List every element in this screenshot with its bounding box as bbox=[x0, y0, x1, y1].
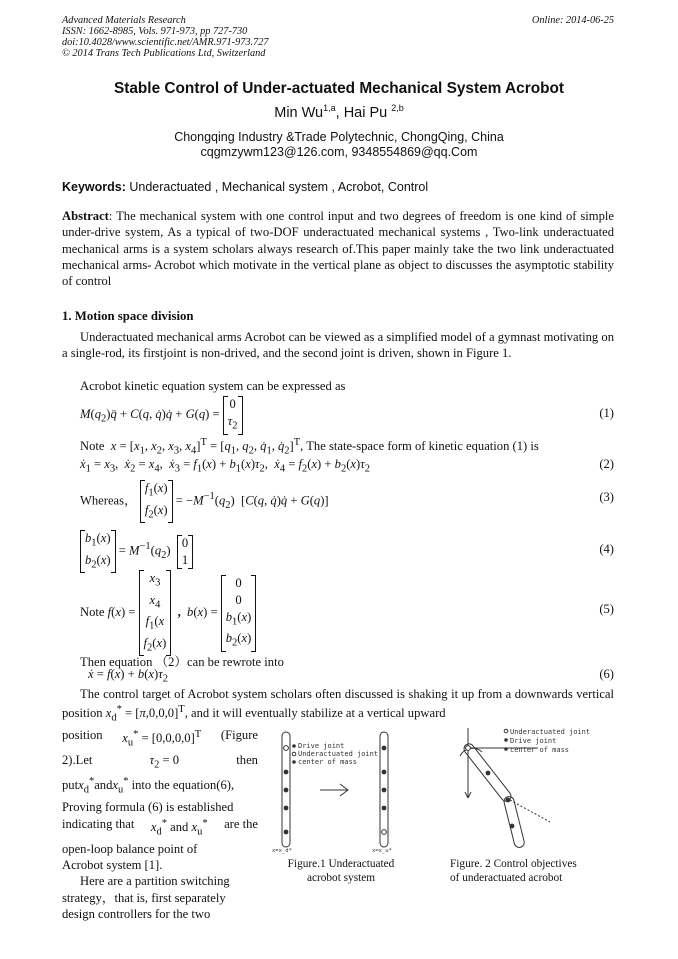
matrix-f: $f_1(x)$ $f_2(x)$ bbox=[140, 480, 173, 523]
then-text: Then equation （2）can be rewrote into bbox=[80, 655, 284, 669]
equation-4: $b_1(x)$ $b_2(x) = M^{-1}(q_2)$ 0 1 bbox=[80, 530, 614, 573]
col-proving: Proving formula (6) is established bbox=[62, 800, 234, 815]
author-1: Min Wu bbox=[274, 104, 324, 121]
fig1-legend-drive: Drive joint bbox=[298, 742, 345, 750]
col-are: are the bbox=[224, 816, 258, 831]
affiliation: Chongqing Industry &Trade Polytechnic, ChongQing, China bbox=[174, 130, 504, 144]
figure-1 bbox=[270, 728, 410, 854]
abstract-text: : The mechanical system with one control input and two degrees of freedom is one kind of simple under-drive system, As a typical of two-DOF underactuated mechanical systems , Two-link underactuated mechanical arms is a system scholars always research of.This paper mainly take the two link underactuated mechanical arms- Acrobot which motivate in the vertical plane as object to discusses the asymptotic stability of control bbox=[62, 209, 614, 289]
author-line bbox=[0, 103, 678, 121]
figure-2 bbox=[446, 726, 616, 854]
matrix-b: $b_1(x)$ $b_2(x)$ bbox=[80, 530, 116, 573]
note2-label: Note bbox=[80, 604, 105, 619]
fig2-caption-2: of underactuated acrobot bbox=[450, 871, 563, 884]
col-figure: (Figure bbox=[220, 728, 258, 742]
col-here: Here are a partition switching bbox=[80, 874, 230, 889]
journal-header bbox=[62, 15, 269, 59]
col-into: into the equation(6), bbox=[131, 778, 235, 793]
matrix-01: 0 1 bbox=[177, 535, 193, 569]
col-put: put bbox=[62, 778, 79, 793]
fig1-caption-2: acrobot system bbox=[306, 871, 376, 884]
paragraph-3: The control target of Acrobot system scholars often discussed is shaking it up from a downwards vertical position $x_d^* = [\pi,0,0,0]^T$, and it will eventually stabilize at a vertical upward bbox=[62, 687, 614, 724]
affiliation-block bbox=[0, 130, 678, 160]
fig2-legend-mass: center of mass bbox=[510, 746, 570, 754]
author-sep: , Hai Pu bbox=[335, 104, 392, 121]
equation-5: Note $f(x) = x_3$ $x_4$ $f_1(x$ $f_2(x)$ , b(x) = 0 0 $b_1(x)$ $b_2(x)$ bbox=[80, 570, 614, 656]
figure-1-caption bbox=[266, 858, 416, 885]
equation-number-6: (6) bbox=[599, 667, 614, 681]
keywords-text: Underactuated , Mechanical system , Acrobot, Control bbox=[125, 180, 429, 194]
equation-6: ẋ = $f(x) + b(x)\tau_2$ bbox=[88, 667, 168, 685]
col-design: design controllers for the two bbox=[62, 907, 211, 922]
keywords-label: Keywords: bbox=[62, 180, 126, 194]
fig1-caption-1: Figure.1 Underactuated bbox=[287, 858, 395, 870]
equation-number-3: (3) bbox=[599, 490, 614, 504]
matrix-fx: $x_3$ $x_4$ $f_1(x$ $f_2(x)$ bbox=[139, 570, 172, 656]
fig2-legend-drive: Drive joint bbox=[510, 737, 557, 745]
abstract bbox=[62, 208, 614, 289]
fig1-legend-mass: center of mass bbox=[298, 758, 358, 766]
equation-3: Whereas， $f_1(x)$ $f_2(x) = -M^{-1}(q_2)$ [C(q, q̇)q̇ + G(q)] bbox=[80, 480, 614, 523]
equation-2: ẋ$_1$ = $x_3$, ẋ$_2$ = $x_4$, ẋ$_3$ = $f_1(x) + b_1(x)\tau_2$, ẋ$_4$ = $f_2(x) + b_2(x)\tau_2$ bbox=[80, 457, 370, 475]
col-indicating: indicating that bbox=[62, 816, 135, 831]
left-column: position $x_u^* = [0,0,0,0]^T$ (Figure 2).Let $\tau_2 = 0$ then putx$_d$*andx$_u$* into the equation(6), Proving formula (6) is established indicating that $x_d^*$ and $x_u^*$ are the open-loop balance point of Acrobot system [1]. Here are a partition switching strategy，that is, first separately design controllers for the two bbox=[62, 728, 258, 922]
col-and: and bbox=[94, 778, 113, 793]
equation-number-5: (5) bbox=[599, 602, 614, 616]
fig1-legend-under: Underactuated joint bbox=[298, 750, 379, 758]
equation-number-1: (1) bbox=[599, 406, 614, 420]
fig1-label-left: x=x_d* bbox=[272, 848, 292, 854]
journal-doi: doi:10.4028/www.scientific.net/AMR.971-973.727 bbox=[62, 37, 269, 48]
col-acrobot: Acrobot system [1]. bbox=[62, 858, 163, 873]
paragraph-3b-text: , and it will eventually stabilize at a vertical upward bbox=[184, 706, 446, 721]
section-heading: 1. Motion space division bbox=[62, 309, 194, 323]
matrix-0-tau2: 0 $\tau_2$ bbox=[223, 396, 243, 435]
fig2-legend-under: Underactuated joint bbox=[510, 728, 591, 736]
matrix-bx: 0 0 $b_1(x)$ $b_2(x)$ bbox=[221, 575, 257, 652]
fig2-caption-1: Figure. 2 Control objectives bbox=[450, 858, 577, 870]
keywords bbox=[62, 180, 428, 194]
note-label: Note bbox=[80, 439, 105, 454]
paper-title: Stable Control of Under-actuated Mechanical System Acrobot bbox=[113, 80, 565, 97]
fig1-label-right: x=x_u* bbox=[372, 848, 392, 854]
journal-name: Advanced Materials Research bbox=[62, 15, 186, 26]
equation-1: $M(q_2)q̈ + C(q$, q̇)q̇ + G(q) = 0 $\tau_2$ bbox=[80, 396, 614, 435]
col-position: position bbox=[62, 728, 103, 742]
statespace-text: , The state-space form of kinetic equation (1) is bbox=[300, 439, 539, 454]
figure-2-caption bbox=[450, 858, 618, 885]
state-definition: Note $x = [x_1$, $x_2$, $x_3$, $x_4]^T = [q_1$, $q_2$, $q̇_1$, $q̇_2]^T$, The state-space form of kinetic equation (1) is bbox=[80, 437, 539, 457]
author-1-sup: 1,a bbox=[323, 103, 336, 113]
col-then: then bbox=[236, 753, 258, 768]
online-date: Online: 2014-06-25 bbox=[531, 15, 614, 26]
emails: cqgmzywm123@126.com, 9348554869@qq.Com bbox=[200, 145, 478, 159]
journal-copyright: © 2014 Trans Tech Publications Ltd, Switzerland bbox=[62, 48, 266, 59]
abstract-label: Abstract bbox=[62, 209, 109, 223]
author-2-sup: 2,b bbox=[391, 103, 404, 113]
whereas-label: Whereas bbox=[80, 493, 125, 508]
col-open: open-loop balance point of bbox=[62, 841, 198, 856]
col-strategy: strategy，that is, first separately bbox=[62, 890, 226, 905]
equation-number-4: (4) bbox=[599, 542, 614, 556]
paragraph-2: Acrobot kinetic equation system can be expressed as bbox=[80, 379, 346, 393]
col-and2: and bbox=[170, 819, 189, 834]
col-let: 2).Let bbox=[62, 753, 93, 768]
journal-issn: ISSN: 1662-8985, Vols. 971-973, pp 727-730 bbox=[62, 26, 248, 37]
equation-number-2: (2) bbox=[599, 457, 614, 471]
paragraph-1: Underactuated mechanical arms Acrobot can be viewed as a simplified model of a gymnast motivating on a single-rod, its firstjoint is non-drived, and the second joint is driven, shown in Figure 1. bbox=[62, 330, 614, 360]
paragraph-3-text: The control target of Acrobot system scholars often discussed is shaking it up from a downwards vertical position bbox=[62, 687, 614, 721]
